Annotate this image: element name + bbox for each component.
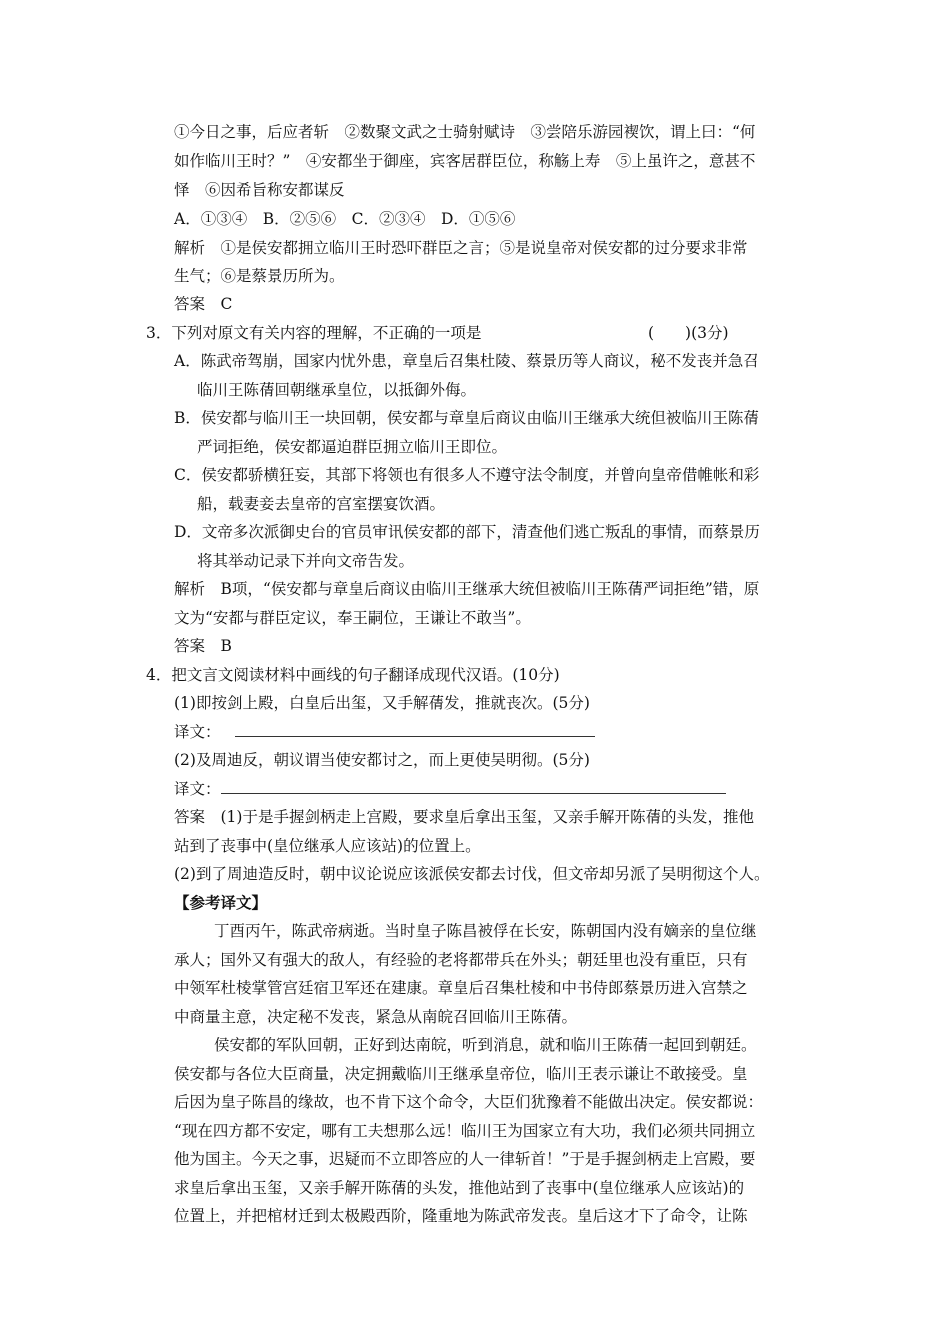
q3-option-b-line-2: 严词拒绝，侯安都逼迫群臣拥立临川王即位。 [197, 438, 508, 456]
q2-analysis-line-1: 解析 ①是侯安都拥立临川王时恐吓群臣之言；⑤是说皇帝对侯安都的过分要求非常 [174, 239, 748, 257]
q2-analysis-line-2: 生气；⑥是蔡景历所为。 [174, 267, 345, 285]
q3-analysis-line-2: 文为“安都与群臣定议，奉王嗣位，王谦让不敢当”。 [174, 609, 531, 627]
reference-p2-line-4: “现在四方都不安定，哪有工夫想那么远！临川王为国家立有大功，我们必须共同拥立 [174, 1122, 756, 1140]
reference-p1-line-3: 中领军杜棱掌管宫廷宿卫军还在建康。章皇后召集杜棱和中书侍郎蔡景历进入宫禁之 [174, 979, 748, 997]
q3-option-a-line-2: 临川王陈蒨回朝继承皇位，以抵御外侮。 [197, 381, 477, 399]
answer-blank-2[interactable] [221, 779, 726, 794]
q4-answer-line-3: (2)到了周迪造反时，朝中议论说应该派侯安都去讨伐，但文帝却另派了吴明彻这个人。 [174, 865, 770, 883]
q4-sentence-2: (2)及周迪反，朝议谓当使安都讨之，而上更使吴明彻。(5分) [174, 751, 590, 769]
reference-p1-line-1: 丁酉丙午，陈武帝病逝。当时皇子陈昌被俘在长安，陈朝国内没有嫡亲的皇位继 [214, 922, 757, 940]
q2-answer: 答案 C [174, 295, 233, 313]
q3-analysis-line-1: 解析 B项，“侯安都与章皇后商议由临川王继承大统但被临川王陈蒨严词拒绝”错，原 [174, 580, 760, 598]
q3-option-b-line-1: B．侯安都与临川王一块回朝，侯安都与章皇后商议由临川王继承大统但被临川王陈蒨 [174, 409, 759, 427]
q4-answer-line-1: 答案 (1)于是手握剑柄走上宫殿，要求皇后拿出玉玺，又亲手解开陈蒨的头发，推他 [174, 808, 754, 826]
q3-answer: 答案 B [174, 637, 232, 655]
q4-translation-2 [174, 779, 726, 799]
q2-options-line-3: 怿 ⑥因希旨称安都谋反 [174, 181, 345, 199]
reference-p2-line-3: 后因为皇子陈昌的缘故，也不肯下这个命令，大臣们犹豫着不能做出决定。侯安都说： [174, 1093, 764, 1111]
reference-p2-line-1: 侯安都的军队回朝，正好到达南皖，听到消息，就和临川王陈蒨一起回到朝廷。 [214, 1036, 757, 1054]
q2-options-line-1: ①今日之事，后应者斩 ②数聚文武之士骑射赋诗 ③尝陪乐游园褉饮，谓上曰：“何 [174, 123, 756, 141]
q2-options-line-2: 如作临川王时？” ④安都坐于御座，宾客居群臣位，称觞上寿 ⑤上虽许之，意甚不 [174, 152, 756, 170]
translation-label-1: 译文： [174, 723, 221, 741]
q4-answer-line-2: 站到了丧事中(皇位继承人应该站)的位置上。 [174, 837, 481, 855]
q3-option-a-line-1: A．陈武帝驾崩，国家内忧外患，章皇后召集杜陵、蔡景历等人商议，秘不发丧并急召 [174, 352, 759, 370]
q4-sentence-1: (1)即按剑上殿，白皇后出玺，又手解蒨发，推就丧次。(5分) [174, 694, 590, 712]
q3-score: ( )(3分) [648, 324, 729, 342]
reference-p2-line-6: 求皇后拿出玉玺，又亲手解开陈蒨的头发，推他站到了丧事中(皇位继承人应该站)的 [174, 1179, 745, 1197]
q3-stem: 3．下列对原文有关内容的理解，不正确的一项是 [146, 324, 482, 342]
reference-p2-line-7: 位置上，并把棺材迁到太极殿西阶，隆重地为陈武帝发丧。皇后这才下了命令，让陈 [174, 1207, 748, 1225]
q3-option-c-line-1: C．侯安都骄横狂妄，其部下将领也有很多人不遵守法令制度，并曾向皇帝借帷帐和彩 [174, 466, 760, 484]
reference-p2-line-2: 侯安都与各位大臣商量，决定拥戴临川王继承皇帝位，临川王表示谦让不敢接受。皇 [174, 1065, 748, 1083]
q3-option-d-line-2: 将其举动记录下并向文帝告发。 [197, 552, 415, 570]
reference-p2-line-5: 他为国主。今天之事，迟疑而不立即答应的人一律斩首！”于是手握剑柄走上宫殿，要 [174, 1150, 756, 1168]
q3-option-d-line-1: D．文帝多次派御史台的官员审讯侯安都的部下，清查他们逃亡叛乱的事情，而蔡景历 [174, 523, 760, 541]
translation-label-2: 译文： [174, 780, 221, 798]
reference-p1-line-2: 承人；国外又有强大的敌人，有经验的老将都带兵在外头；朝廷里也没有重臣，只有 [174, 951, 748, 969]
q3-option-c-line-2: 船，载妻妾去皇帝的宫室摆宴饮酒。 [197, 495, 446, 513]
q4-translation-1 [174, 722, 595, 742]
reference-p1-line-4: 中商量主意，决定秘不发丧，紧急从南皖召回临川王陈蒨。 [174, 1008, 578, 1026]
q4-stem: 4．把文言文阅读材料中画线的句子翻译成现代汉语。(10分) [146, 666, 560, 684]
reference-heading: 【参考译文】 [174, 893, 268, 912]
answer-blank-1[interactable] [235, 722, 595, 737]
q2-choices: A．①③④ B．②⑤⑥ C．②③④ D．①⑤⑥ [174, 210, 516, 228]
